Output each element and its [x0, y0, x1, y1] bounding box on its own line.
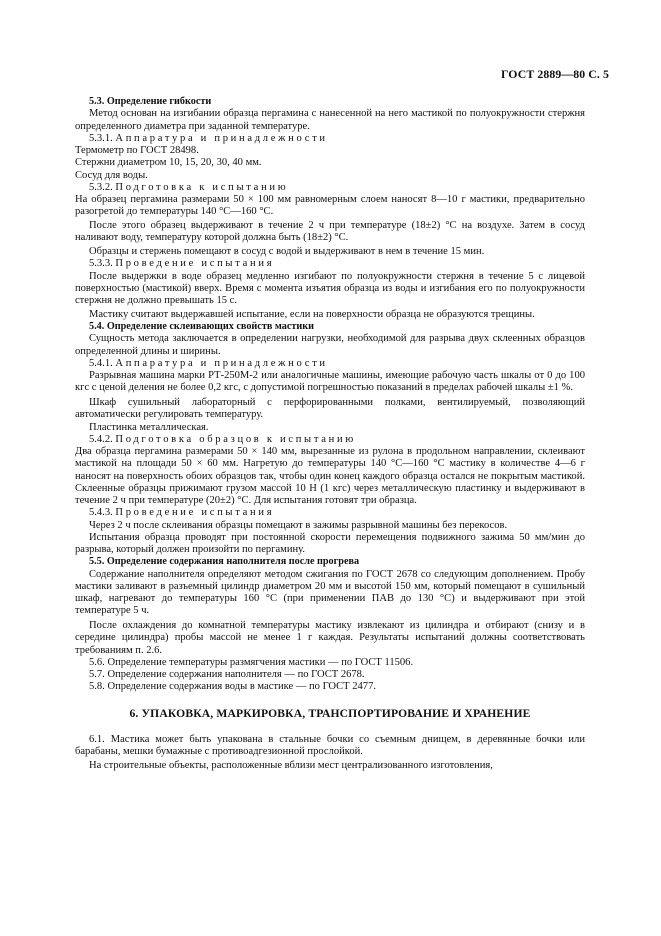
paragraph — [75, 246, 585, 258]
subsection-heading — [75, 556, 585, 568]
paragraph-text: Мастику считают выдержавшей испытание, если на поверхности образца не образуются трещины. — [89, 308, 535, 320]
paragraph — [75, 657, 585, 669]
paragraph — [75, 194, 585, 219]
paragraph — [75, 333, 585, 358]
subsection-heading — [75, 96, 585, 108]
paragraph — [75, 669, 585, 681]
paragraph-text: Через 2 ч после склеивания образцы помещают в зажимы разрывной машины без перекосов. — [89, 519, 508, 531]
spaced-subheading-text: 5.4.2. — [89, 433, 116, 445]
paragraph-text: 5.7. Определение содержания наполнителя — по ГОСТ 2678. — [89, 669, 365, 680]
paragraph — [75, 108, 585, 133]
paragraph-text: На строительные объекты, расположенные вблизи мест централизованного изготовления, — [89, 759, 493, 771]
paragraph — [75, 220, 585, 245]
spaced-subheading-title: Проведение испытания — [115, 507, 275, 519]
paragraph — [75, 271, 585, 308]
paragraph — [75, 145, 585, 157]
paragraph — [75, 620, 585, 657]
paragraph — [75, 422, 585, 434]
page-header: ГОСТ 2889—80 С. 5 — [500, 67, 609, 81]
paragraph — [75, 370, 585, 395]
paragraph-text: После выдержки в воде образец медленно изгибают по полуокружности стержня в течение 5 с лицевой поверхностью (мастикой) вверх. Время с момента изъятия образца из воды и изгибания его по полуокружности стержня не должно превышать 15 с. — [75, 270, 585, 306]
spaced-subheading-title: Аппаратура и принадлежности — [115, 357, 328, 369]
paragraph — [75, 734, 585, 759]
subsection-heading-text: 5.5. Определение содержания наполнителя после прогрева — [89, 556, 360, 568]
paragraph — [75, 569, 585, 618]
paragraph-text: Стержни диаметром 10, 15, 20, 30, 40 мм. — [75, 157, 262, 169]
paragraph — [75, 681, 585, 693]
paragraph-text: 5.6. Определение температуры размягчения мастики — по ГОСТ 11506. — [89, 656, 414, 668]
spaced-subheading-title: Подготовка к испытанию — [115, 181, 289, 193]
paragraph-text: Испытания образца проводят при постоянной скорости перемещения подвижного зажима 50 мм/мин до разрыва, который должен произойти по пергамину. — [75, 531, 585, 555]
paragraph — [75, 520, 585, 532]
paragraph — [75, 760, 585, 772]
paragraph — [75, 532, 585, 557]
document-body — [75, 96, 585, 772]
spaced-subheading-text: 5.3.1. — [89, 132, 116, 144]
section-heading — [75, 708, 585, 720]
spaced-subheading-text: 5.3.3. — [89, 258, 116, 270]
paragraph — [75, 397, 585, 422]
spaced-subheading — [75, 358, 585, 370]
paragraph-text: 5.8. Определение содержания воды в мастике — по ГОСТ 2477. — [89, 681, 376, 693]
paragraph-text: Термометр по ГОСТ 28498. — [75, 145, 199, 156]
paragraph-text: 6.1. Мастика может быть упакована в стальные бочки со съемным днищем, в деревянные бочки или барабаны, мешки бумажные с противоадгезионной прослойкой. — [75, 733, 585, 757]
paragraph-text: Сущность метода заключается в определении нагрузки, необходимой для разрыва двух склеенных образцов определенной длины и ширины. — [75, 333, 585, 357]
spaced-subheading-title: Аппаратура и принадлежности — [115, 132, 328, 144]
spaced-subheading-title: Проведение испытания — [115, 258, 275, 270]
paragraph-text: На образец пергамина размерами 50 × 100 мм равномерным слоем наносят 8—10 г мастики, предварительно разогретой до температуры 140 °С—160 °С. — [75, 194, 585, 218]
spaced-subheading-text: 5.3.2. — [89, 181, 116, 193]
spaced-subheading-title: Подготовка образцов к испытанию — [115, 433, 356, 445]
subsection-heading-text: 5.3. Определение гибкости — [89, 96, 212, 107]
paragraph-text: Два образца пергамина размерами 50 × 140 мм, вырезанные из рулона в продольном направлении, склеивают мастикой на площади 50 × 60 мм. Нагретую до температуры 140 °С—160 °С мастику в количестве 4—6 г наносят на поверхность обоих образцов так, чтобы один конец каждого образца остался не покрытым мастикой. Склеенные образцы прижимают грузом массой 10 Н (1 кгс) через металлическую пластинку и выдерживают в течение 2 ч при температуре (20±2) °С. Для испытания готовят три образца. — [75, 446, 585, 506]
paragraph — [75, 309, 585, 321]
paragraph-text: Пластинка металлическая. — [89, 421, 209, 433]
paragraph-text: Образцы и стержень помещают в сосуд с водой и выдерживают в нем в течение 15 мин. — [89, 246, 485, 257]
paragraph — [75, 157, 585, 169]
spaced-subheading — [75, 507, 585, 519]
spaced-subheading — [75, 258, 585, 270]
paragraph — [75, 170, 585, 182]
spaced-subheading — [75, 434, 585, 446]
spaced-subheading-text: 5.4.3. — [89, 507, 116, 519]
spaced-subheading — [75, 182, 585, 194]
subsection-heading — [75, 321, 585, 333]
subsection-heading-text: 5.4. Определение склеивающих свойств мастики — [89, 321, 314, 332]
paragraph-text: После этого образец выдерживают в течение 2 ч при температуре (18±2) °С на воздухе. Затем в сосуд наливают воду, температуру которой должна быть (18±2) °С. — [75, 220, 585, 244]
paragraph-text: Разрывная машина марки РТ-250М-2 или аналогичные машины, имеющие рабочую часть шкалы от 0 до 100 кгс с ценой деления не более 0,2 кгс, с допустимой погрешностью показаний в пределах рабочей шкалы ±1 %. — [75, 370, 585, 394]
spaced-subheading-text: 5.4.1. — [89, 357, 116, 369]
paragraph-text: Содержание наполнителя определяют методом сжигания по ГОСТ 2678 со следующим дополнением. Пробу мастики заливают в разъемный цилиндр диаметром 20 мм и высотой 150 мм, который помещают в сушильный шкаф, нагревают до температуры 160 °С (при применении ПАВ до 130 °С) и выдерживают при этой температуре 5 ч. — [75, 568, 585, 617]
section-heading-text: 6. УПАКОВКА, МАРКИРОВКА, ТРАНСПОРТИРОВАНИЕ И ХРАНЕНИЕ — [129, 706, 531, 720]
paragraph — [75, 446, 585, 507]
paragraph-text: Сосуд для воды. — [75, 169, 148, 181]
paragraph-text: После охлаждения до комнатной температуры мастику извлекают из цилиндра и отбирают (снизу и в середине цилиндра) пробы массой не менее 1 г каждая. Результаты испытаний должны соответствовать требованиям п. 2.6. — [75, 620, 585, 656]
paragraph-text: Шкаф сушильный лабораторный с перфорированными полками, вентилируемый, позволяющий автоматически регулировать температуру. — [75, 397, 585, 421]
paragraph-text: Метод основан на изгибании образца пергамина с нанесенной на него мастикой по полуокружности стержня определенного диаметра при заданной температуре. — [75, 108, 585, 132]
spaced-subheading — [75, 133, 585, 145]
